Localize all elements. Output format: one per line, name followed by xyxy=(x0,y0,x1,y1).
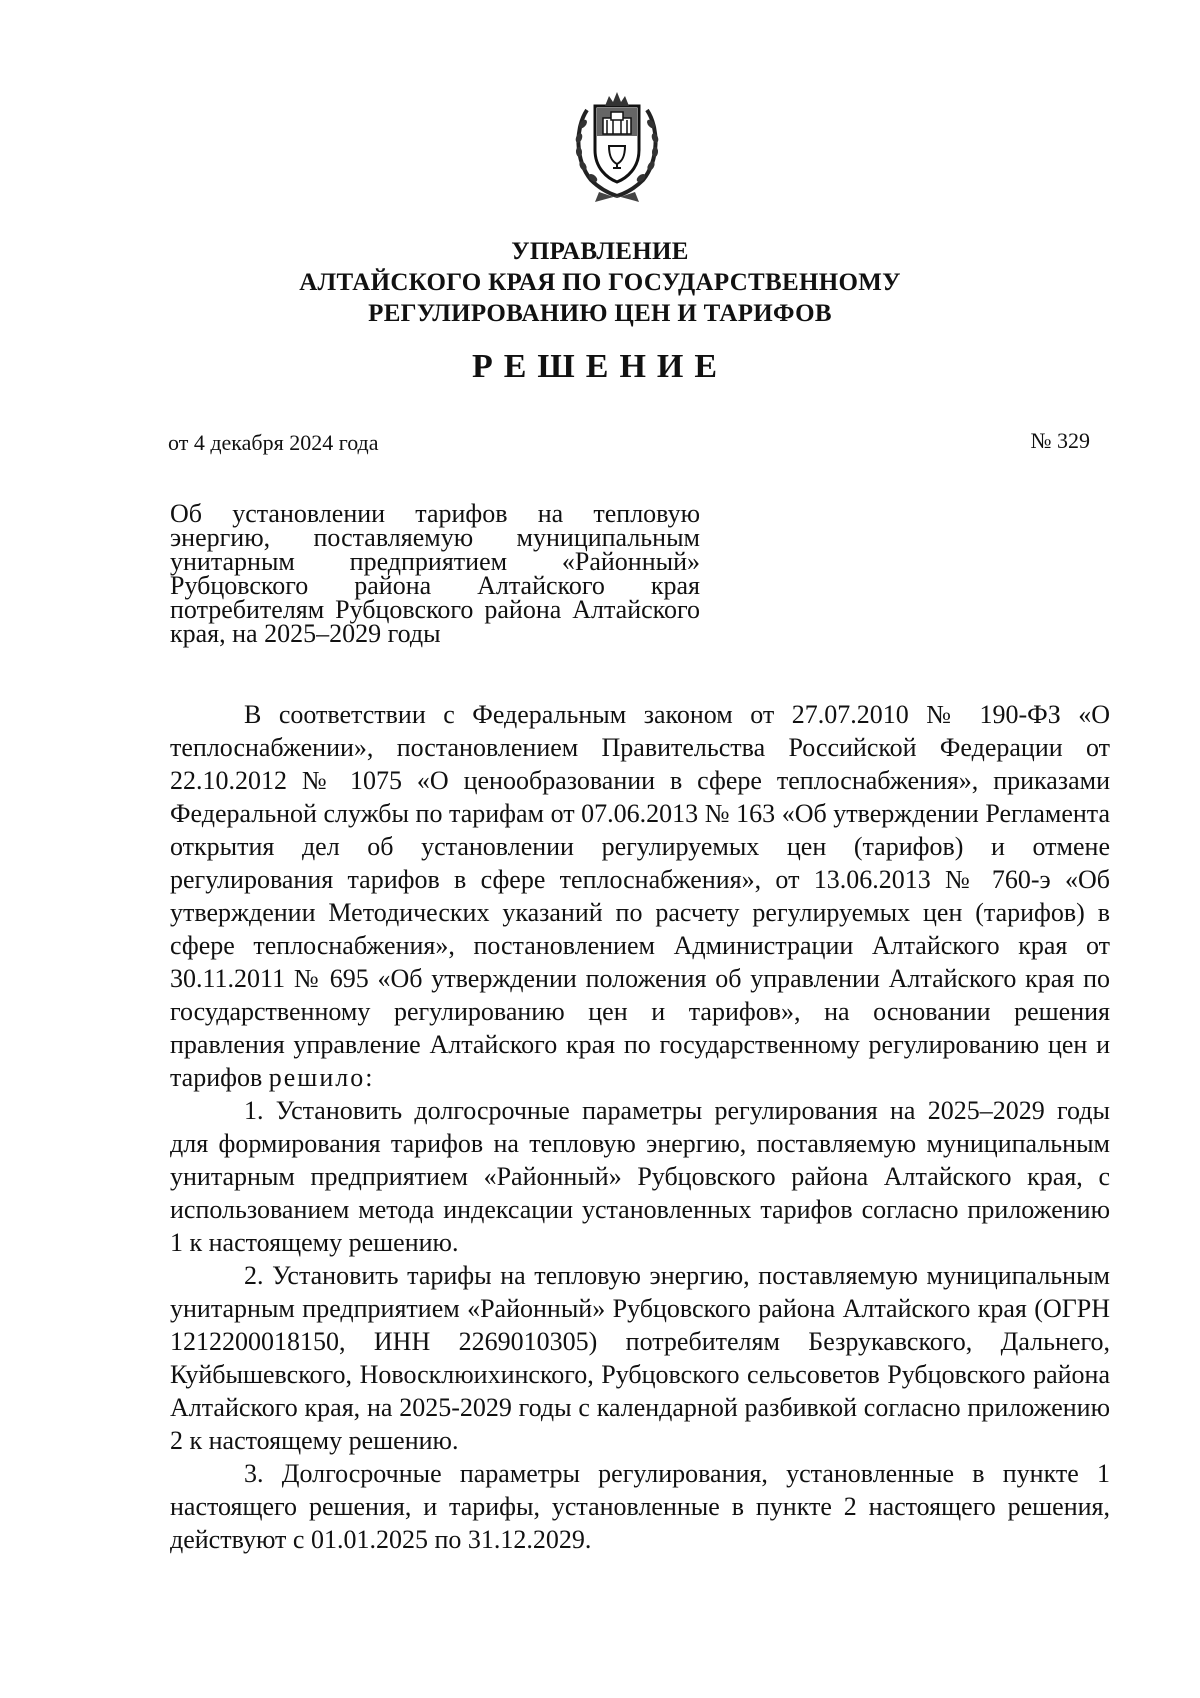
document-subject: Об установлении тарифов на тепловую энергию, поставляемую муниципальным унитарным предприятием «Районный» Рубцовского района Алтайского края потребителям Рубцовского района Алтайского края, на 2025–2029 годы xyxy=(170,499,700,648)
clause-1: 1. Установить долгосрочные параметры регулирования на 2025–2029 годы для формирования тарифов на тепловую энергию, поставляемую муниципальным унитарным предприятием «Районный» Рубцовского района Алтайского края, с использованием метода индексации установленных тарифов согласно приложению 1 к настоящему решению. xyxy=(170,1096,1110,1257)
agency-header xyxy=(0,236,1200,329)
document-date: от 4 декабря 2024 года xyxy=(168,430,379,455)
preamble-verb: решило: xyxy=(268,1063,375,1092)
agency-line-3: РЕГУЛИРОВАНИЮ ЦЕН И ТАРИФОВ xyxy=(368,300,832,327)
document-number: № 329 xyxy=(1030,428,1090,453)
agency-line-2: АЛТАЙСКОГО КРАЯ ПО ГОСУДАРСТВЕННОМУ xyxy=(299,269,901,296)
clause-3: 3. Долгосрочные параметры регулирования, установленные в пункте 1 настоящего решения, и тарифы, установленные в пункте 2 настоящего решения, действуют с 01.01.2025 по 31.12.2029. xyxy=(170,1459,1110,1554)
preamble-paragraph xyxy=(170,698,1110,1094)
coat-of-arms-icon xyxy=(569,88,665,204)
document-body xyxy=(170,698,1110,1556)
clause-2: 2. Установить тарифы на тепловую энергию, поставляемую муниципальным унитарным предприятием «Районный» Рубцовского района Алтайского края (ОГРН 1212200018150, ИНН 2269010305) потребителям Безрукавского, Дальнего, Куйбышевского, Новосклюихинского, Рубцовского сельсоветов Рубцовского района Алтайского края, на 2025-2029 годы с календарной разбивкой согласно приложению 2 к настоящему решению. xyxy=(170,1261,1110,1455)
document-title: РЕШЕНИЕ xyxy=(471,348,729,385)
agency-line-1: УПРАВЛЕНИЕ xyxy=(511,238,689,265)
preamble-text: В соответствии с Федеральным законом от 27.07.2010 № 190-ФЗ «О теплоснабжении», постановлением Правительства Российской Федерации от 22.10.2012 № 1075 «О ценообразовании в сфере теплоснабжения», приказами Федеральной службы по тарифам от 07.06.2013 № 163 «Об утверждении Регламента открытия дел об установлении регулируемых цен (тарифов) и отмене регулирования тарифов в сфере теплоснабжения», от 13.06.2013 № 760-э «Об утверждении Методических указаний по расчету регулируемых цен (тарифов) в сфере теплоснабжения», постановлением Администрации Алтайского края от 30.11.2011 № 695 «Об утверждении положения об управлении Алтайского края по государственному регулированию цен и тарифов», на основании решения правления управление Алтайского края по государственному регулированию цен и тарифов xyxy=(170,700,1110,1092)
